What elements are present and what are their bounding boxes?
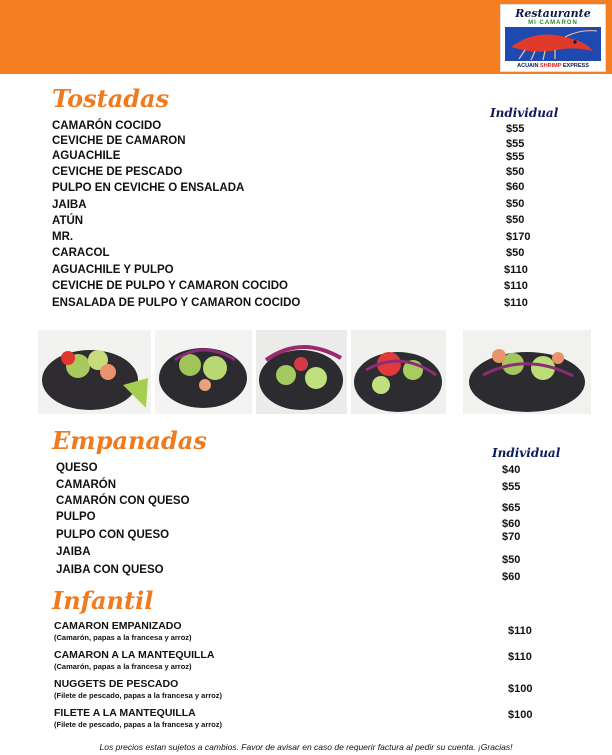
menu-item-description: (Camarón, papas a la francesa y arroz)	[54, 662, 192, 671]
menu-item-description: (Filete de pescado, papas a la francesa y arroz)	[54, 691, 222, 700]
menu-item-price: $110	[504, 264, 528, 276]
menu-item-price: $40	[502, 464, 521, 476]
menu-item-name: JAIBA	[52, 199, 87, 211]
menu-item-name: QUESO	[56, 462, 98, 474]
menu-item-price: $50	[506, 247, 525, 259]
menu-item-price: $65	[502, 502, 521, 514]
menu-item-name: AGUACHILE Y PULPO	[52, 264, 174, 276]
menu-item-price: $50	[502, 554, 521, 566]
menu-item-name: CAMARON A LA MANTEQUILLA	[54, 649, 215, 661]
menu-item-name: FILETE A LA MANTEQUILLA	[54, 707, 196, 719]
logo-title: Restaurante	[515, 7, 591, 20]
logo-foot-left: ACUAIN	[517, 63, 539, 69]
menu-item-name: CAMARON EMPANIZADO	[54, 620, 182, 632]
menu-item-price: $50	[506, 166, 525, 178]
menu-item-price: $100	[508, 683, 533, 695]
empanadas-title: Empanadas	[52, 426, 207, 455]
tostadas-col-header: Individual	[490, 106, 559, 120]
menu-item-price: $110	[504, 297, 528, 309]
shrimp-icon	[505, 27, 601, 61]
tostada-photo	[351, 330, 446, 414]
logo-footer	[501, 63, 605, 69]
menu-item-price: $60	[506, 181, 525, 193]
menu-item-name: CEVICHE DE PESCADO	[52, 166, 183, 178]
menu-item-name: PULPO EN CEVICHE O ENSALADA	[52, 182, 245, 194]
empanadas-col-header: Individual	[492, 446, 561, 460]
menu-item-name: PULPO CON QUESO	[56, 529, 170, 541]
menu-item-price: $100	[508, 709, 533, 721]
footer-note: Los precios estan sujetos a cambios. Favor de avisar en caso de requerir factura al pedir su cuenta. ¡Gracias!	[99, 742, 513, 752]
menu-item-description: (Camarón, papas a la francesa y arroz)	[54, 633, 192, 642]
menu-item-price: $110	[508, 625, 532, 637]
menu-item-price: $55	[506, 123, 525, 135]
menu-item-name: NUGGETS DE PESCADO	[54, 678, 179, 690]
restaurant-logo	[500, 4, 606, 72]
tostada-photo	[256, 330, 347, 414]
menu-item-name: AGUACHILE	[52, 150, 121, 162]
menu-item-name: ENSALADA DE PULPO Y CAMARON COCIDO	[52, 297, 301, 309]
logo-foot-mid: SHRIMP	[540, 63, 562, 69]
tostadas-title: Tostadas	[52, 84, 170, 113]
menu-item-price: $110	[508, 651, 532, 663]
logo-foot-right: EXPRESS	[562, 63, 589, 69]
menu-item-name: CAMARÓN CON QUESO	[56, 495, 190, 507]
menu-item-price: $60	[502, 571, 521, 583]
menu-item-name: JAIBA CON QUESO	[56, 564, 164, 576]
menu-item-name: CAMARÓN	[56, 479, 117, 491]
menu-item-description: (Filete de pescado, papas a la francesa y arroz)	[54, 720, 222, 729]
menu-item-price: $70	[502, 531, 521, 543]
tostada-photo	[38, 330, 151, 414]
menu-item-price: $50	[506, 214, 525, 226]
logo-subtitle: MI CAMARON	[528, 20, 578, 26]
menu-item-name: CARACOL	[52, 247, 110, 259]
tostada-photo	[155, 330, 252, 414]
menu-item-name: CEVICHE DE CAMARON	[52, 135, 186, 147]
menu-item-name: ATÚN	[52, 215, 84, 227]
menu-item-name: CAMARÓN COCIDO	[52, 120, 162, 132]
menu-item-name: PULPO	[56, 511, 96, 523]
menu-item-name: MR.	[52, 231, 74, 243]
tostada-photo	[463, 330, 591, 414]
menu-item-price: $55	[506, 151, 525, 163]
infantil-title: Infantil	[52, 586, 154, 615]
menu-item-price: $55	[506, 138, 525, 150]
menu-item-name: JAIBA	[56, 546, 91, 558]
menu-item-price: $110	[504, 280, 528, 292]
menu-item-price: $55	[502, 481, 521, 493]
menu-item-price: $170	[506, 231, 531, 243]
menu-item-name: CEVICHE DE PULPO Y CAMARON COCIDO	[52, 280, 288, 292]
menu-item-price: $50	[506, 198, 525, 210]
menu-item-price: $60	[502, 518, 521, 530]
